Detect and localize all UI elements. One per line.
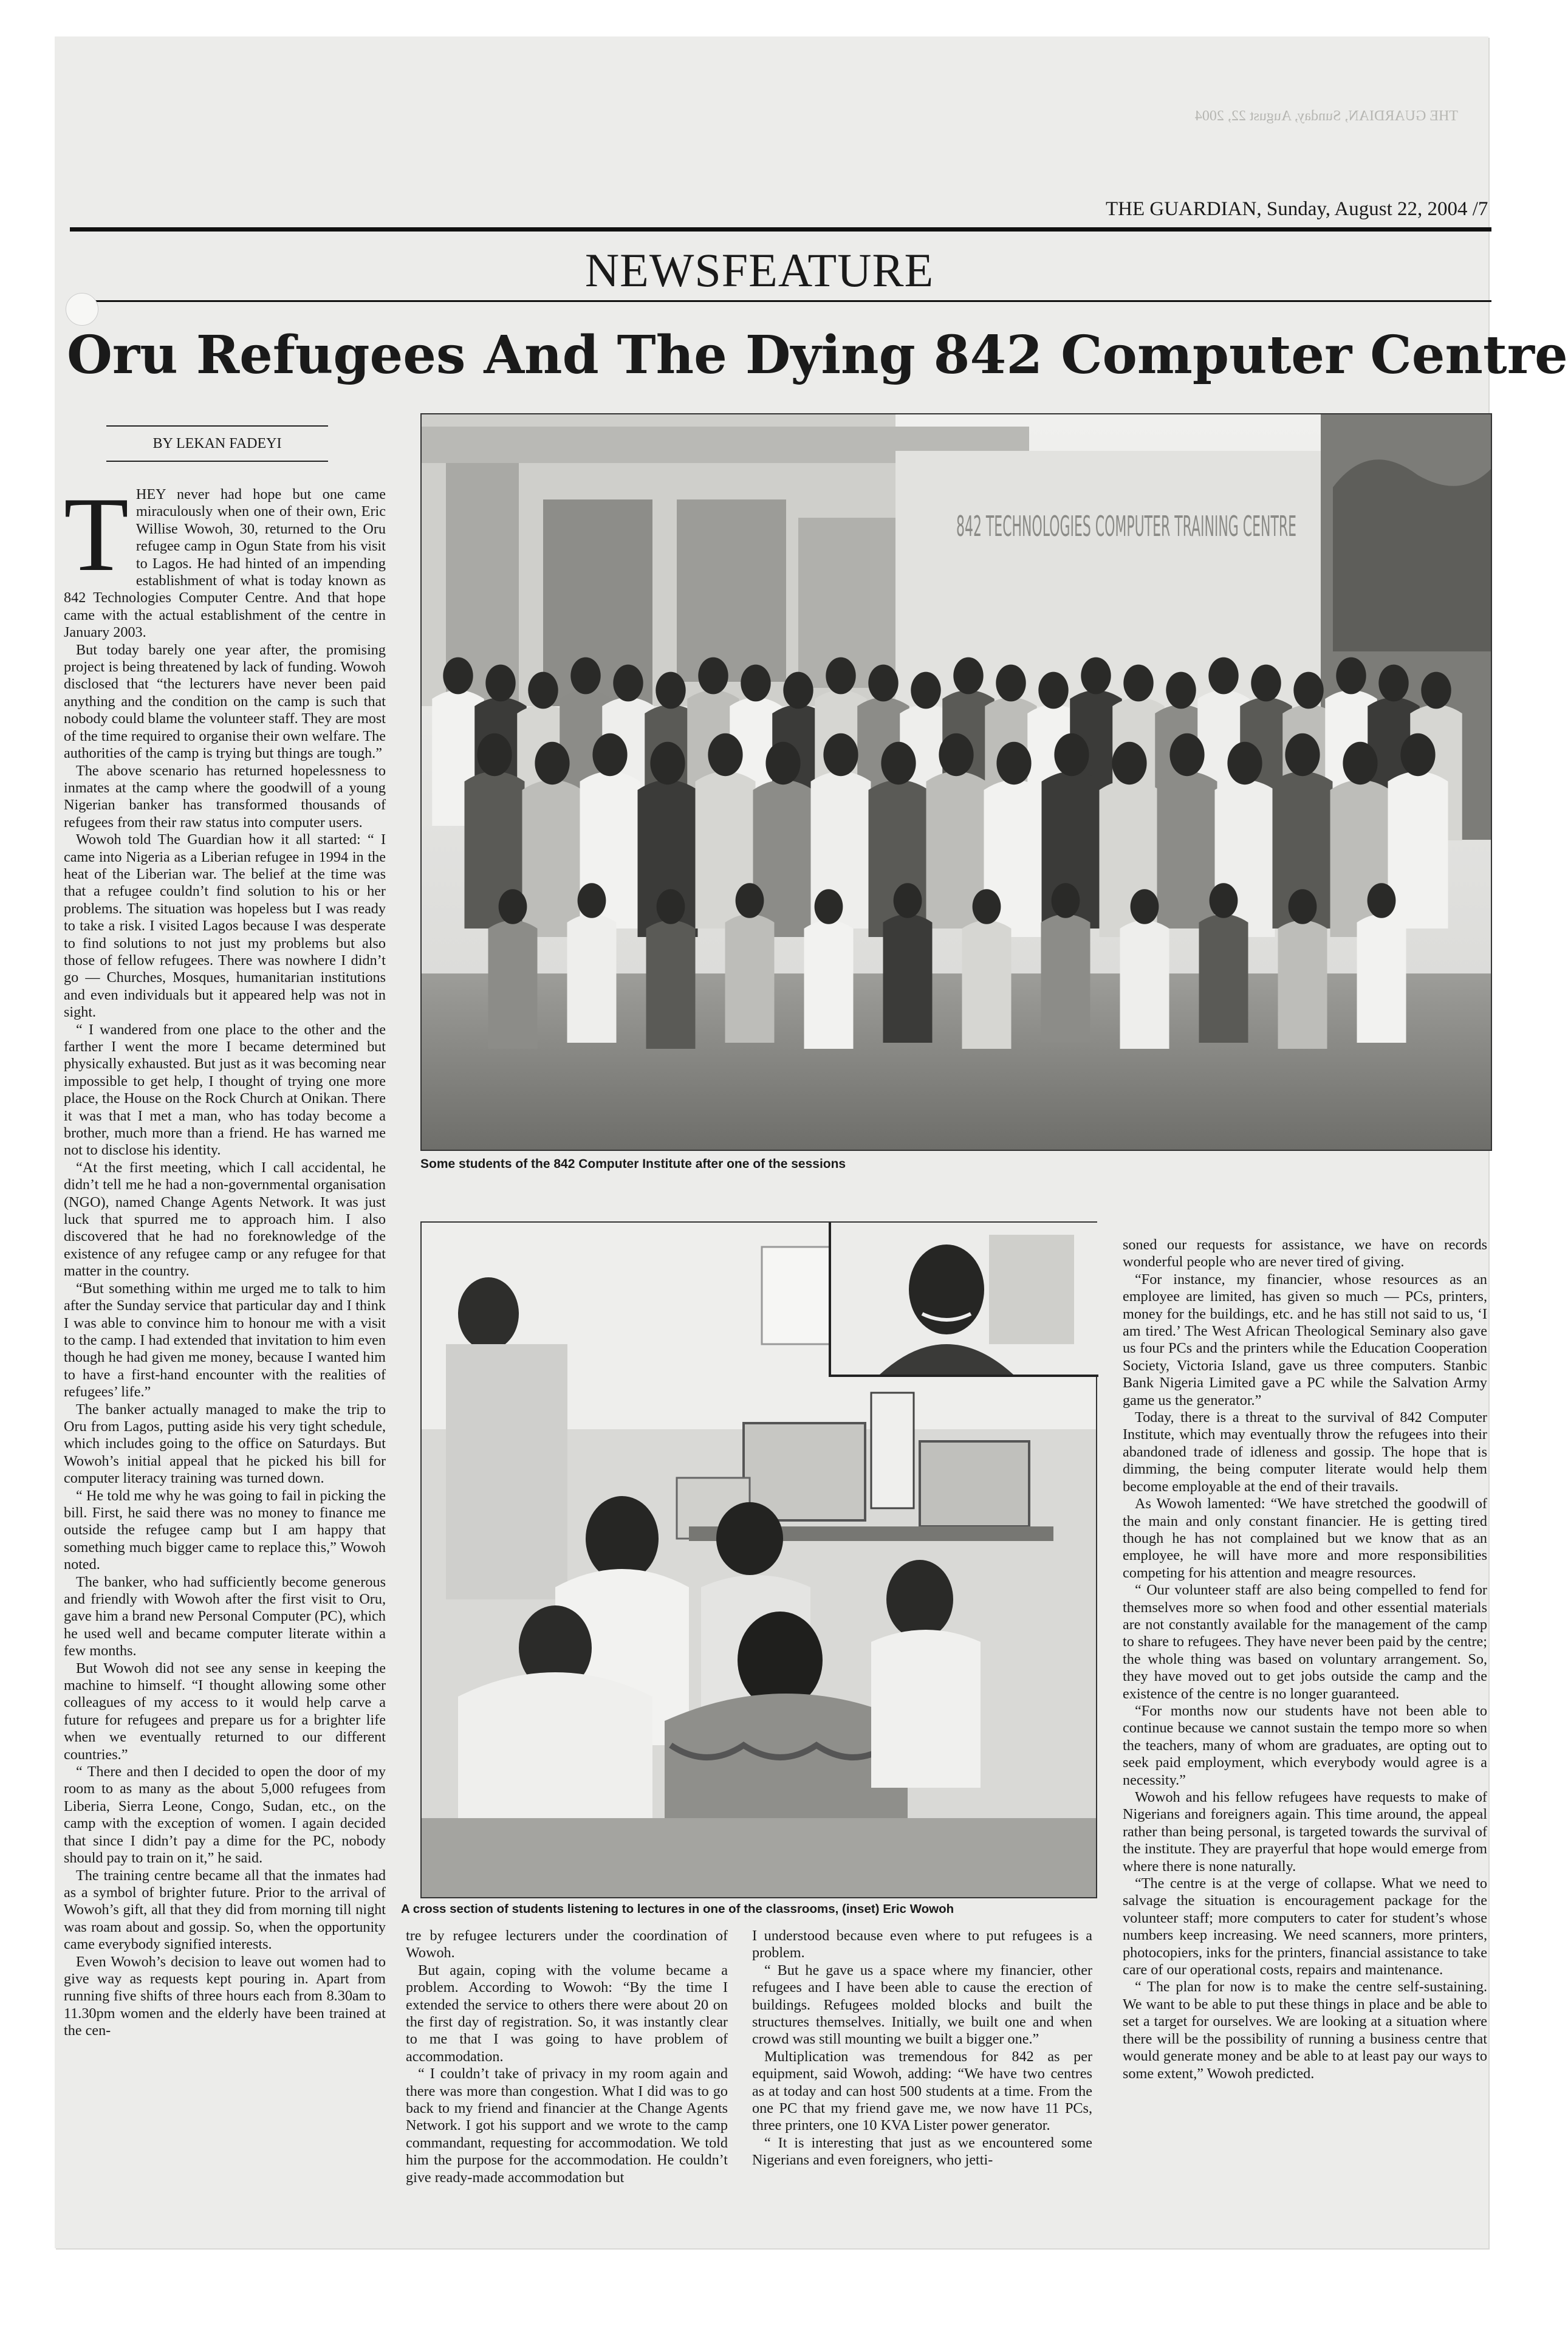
inset-photo-eric-wowoh [829,1223,1098,1377]
article-paragraph: Even Wowoh’s decision to leave out women had to give way as requests kept pouring in. Apart from running five shifts of three hours each from 8.30am to 11.30pm women and the elderly have been trained at the cen- [64,1953,386,2039]
article-paragraph: tre by refugee lecturers under the coordination of Wowoh. [406,1927,728,1962]
article-column-2 [406,1927,728,2186]
building-sign: 842 TECHNOLOGIES COMPUTER TRAINING CENTRE [956,510,1296,543]
section-rule [70,300,1491,302]
article-paragraph: “For months now our students have not been able to continue because we cannot sustain the tempo more so when the teachers, many of whom are graduates, are opting out to seek paid employment, which everybody would agree is a necessity.” [1123,1702,1487,1788]
article-column-1 [64,475,386,2175]
article-paragraph: But today barely one year after, the promising project is being threatened by lack of funding. Wowoh disclosed that “the lecturers have never been paid anything and the condition on the camp is such that nobody could blame the volunteer staff. They are most of the time required to organise their own welfare. The authorities of the camp is trying but things are tough.” [64,641,386,762]
group-photo [420,413,1492,1151]
article-column-4 [1123,1237,1487,2182]
article-paragraph: soned our requests for assistance, we have on records wonderful people who are never tired of giving. [1123,1237,1487,1271]
classroom-photo [420,1221,1097,1898]
article-paragraph: The banker, who had sufficiently become generous and friendly with Wowoh after the first visit to Oru, gave him a brand new Personal Computer (PC), which he used well and became computer literate within a few months. [64,1573,386,1660]
article-paragraph: “For instance, my financier, whose resources as an employee are limited, has given so much — PCs, printers, money for the buildings, etc. and he has still not said to us, ‘I am tired.’ The West African Theological Seminary also gave us four PCs and the printers while the Education Cooperation Society, Victoria Island, gave us three computers. Stanbic Bank Nigeria Limited gave a PC while the Salvation Army game us the generator.” [1123,1271,1487,1409]
bleed-through-masthead: THE GUARDIAN, Sunday, August 22, 2004 [1194,108,1458,124]
article-paragraph: “At the first meeting, which I call accidental, he didn’t tell me he had a non-governmental organisation (NGO), named Change Agents Network. It was just luck that spurred me to approach him. I also discovered that he had no foreknowledge of the existence of any refugee camp or any refugee for that matter in the country. [64,1159,386,1280]
article-paragraph: “ Our volunteer staff are also being compelled to fend for themselves more so when food and other essential materials are not constantly available for the management of the camp to share to refugees. They have never been paid by the centre; the whole thing was based on voluntary arrangement. So, they have moved out to get jobs outside the camp and the existence of the centre is no longer guaranteed. [1123,1582,1487,1702]
article-paragraph: I understood because even where to put refugees is a problem. [752,1927,1092,1962]
article-paragraph: HEY never had hope but one came miraculously when one of their own, Eric Willise Wowoh, 30, returned to the Oru refugee camp in Ogun State from his visit to Lagos. He had hinted of an impending establishment of what is today known as 842 Technologies Computer Centre. And that hope came with the actual establishment of the centre in January 2003. [64,486,386,641]
article-paragraph: But again, coping with the volume became a problem. According to Wowoh: “By the time I extended the service to others there were about 20 on the first day of registration. So, it was instantly clear to me that I was going to have problem of accommodation. [406,1962,728,2065]
article-paragraph: The banker actually managed to make the trip to Oru from Lagos, putting aside his very tight schedule, which includes going to the office on Saturdays. But Wowoh’s initial appeal that he picked his bill for computer literacy training was turned down. [64,1401,386,1487]
article-paragraph: “But something within me urged me to talk to him after the Sunday service that particular day and I think I was able to convince him to honour me with a visit to the camp. I had extended that invitation to him even though he had given me money, because I wanted him to have a first-hand encounter with the realities of refugees’ life.” [64,1280,386,1401]
byline: BY LEKAN FADEYI [106,425,328,462]
article-paragraph: “ I couldn’t take of privacy in my room again and there was more than congestion. What I did was to go back to my friend and financier at the Change Agents Network. I got his support and we wrote to the camp commandant, requesting for accommodation. We told him the purpose for the accommodation. He couldn’t give ready-made accommodation but [406,2065,728,2186]
classroom-photo-caption: A cross section of students listening to lectures in one of the classrooms, (inset) Eric Wowoh [401,1902,954,1916]
article-paragraph: As Wowoh lamented: “We have stretched the goodwill of the main and only constant financier. He is getting tired though he has not complained but we know that as an employee, he will have more and more responsibilities competing for his attention and meagre resources. [1123,1495,1487,1581]
page-folio: THE GUARDIAN, Sunday, August 22, 2004 /7 [1106,198,1488,220]
article-paragraph: “ He told me why he was going to fail in picking the bill. First, he said there was no money to finance me outside the refugee camp but I am happy that something much bigger came to replace this,” Wowoh noted. [64,1487,386,1573]
article-headline: Oru Refugees And The Dying 842 Computer Centre [67,324,1568,386]
article-paragraph: “ It is interesting that just as we encountered some Nigerians and even foreigners, who jetti- [752,2134,1092,2169]
drop-cap: T [64,475,129,593]
masthead-rule [70,227,1491,232]
article-paragraph: The above scenario has returned hopelessness to inmates at the camp where the goodwill of a young Nigerian banker has transformed thousands of refugees from their raw status into computer users. [64,762,386,831]
article-paragraph: “ There and then I decided to open the door of my room to as many as the about 5,000 refugees from Liberia, Sierra Leone, Congo, Sudan, etc., on the camp with the exception of women. I again decided that since I didn’t pay a dime for the PC, nobody should pay to train on it,” he said. [64,1763,386,1867]
article-paragraph: Wowoh and his fellow refugees have requests to make of Nigerians and foreigners again. This time around, the appeal rather than being personal, is targeted towards the survival of the institute. They are prayerful that hope would emerge from where there is none naturally. [1123,1789,1487,1875]
article-paragraph: “ The plan for now is to make the centre self-sustaining. We want to be able to put these things in place and be able to set a target for ourselves. We are looking at a situation where there will be the possibility of running a business centre that would generate money and be able to at least pay our ways to some extent,” Wowoh predicted. [1123,1979,1487,2082]
article-paragraph: The training centre became all that the inmates had as a symbol of brighter future. Prior to the arrival of Wowoh’s gift, all that they did from morning till night was roam about and gossip. So, when the opportunity came everybody signified interests. [64,1867,386,1953]
article-paragraph: Multiplication was tremendous for 842 as per equipment, said Wowoh, adding: “We have two centres as at today and can host 500 students at a time. From the one PC that my friend gave me, we now have 11 PCs, three printers, one 10 KVA Lister power generator. [752,2048,1092,2134]
article-paragraph: “ But he gave us a space where my financier, other refugees and I have been able to cause the erection of buildings. Refugees molded blocks and built the structures themselves. Initially, we built one and when crowd was still mounting we built a bigger one.” [752,1962,1092,2048]
article-column-3 [752,1927,1092,2177]
inset-portrait [831,1223,1098,1375]
section-label: NEWSFEATURE [584,244,934,297]
article-paragraph: Today, there is a threat to the survival of 842 Computer Institute, which may eventually throw the refugees into their abandoned trade of idleness and gossip. The hope that is dimming, the being computer literate would help them become employable at the end of their travails. [1123,1409,1487,1495]
article-paragraph: “The centre is at the verge of collapse. What we need to salvage the situation is encouragement package for the volunteer staff; more computers to cater for student’s whose numbers keep increasing. We need scanners, more printers, photocopiers, inks for the printers, financial assistance to take care of our operational costs, repairs and maintenance. [1123,1875,1487,1979]
group-photo-caption: Some students of the 842 Computer Institute after one of the sessions [420,1157,846,1171]
article-paragraph: Wowoh told The Guardian how it all started: “ I came into Nigeria as a Liberian refugee in 1994 in the heat of the Liberian war. The belief at the time was that a refugee couldn’t find solution to his or her problems. The situation was hopeless but I was ready to take a risk. I visited Lagos because I was desperate to find solutions to not just my problems but also those of fellow refugees. There was nowhere I didn’t go — Churches, Mosques, humanitarian institutions and even individuals but it appeared help was not in sight. [64,831,386,1021]
article-paragraph: “ I wandered from one place to the other and the farther I went the more I became determined but physically exhausted. But just as it was becoming near impossible to get help, I thought of trying one more place, the House on the Rock Church at Onikan. There it was that I met a man, who has today become a brother, much more than a friend. He has warned me not to disclose his identity. [64,1021,386,1159]
group-photo-image [422,414,1491,1150]
article-paragraph: But Wowoh did not see any sense in keeping the machine to himself. “I thought allowing some other colleagues of my access to it would help carve a future for refugees and prepare us for a brighter life when we eventually returned to our different countries.” [64,1660,386,1763]
